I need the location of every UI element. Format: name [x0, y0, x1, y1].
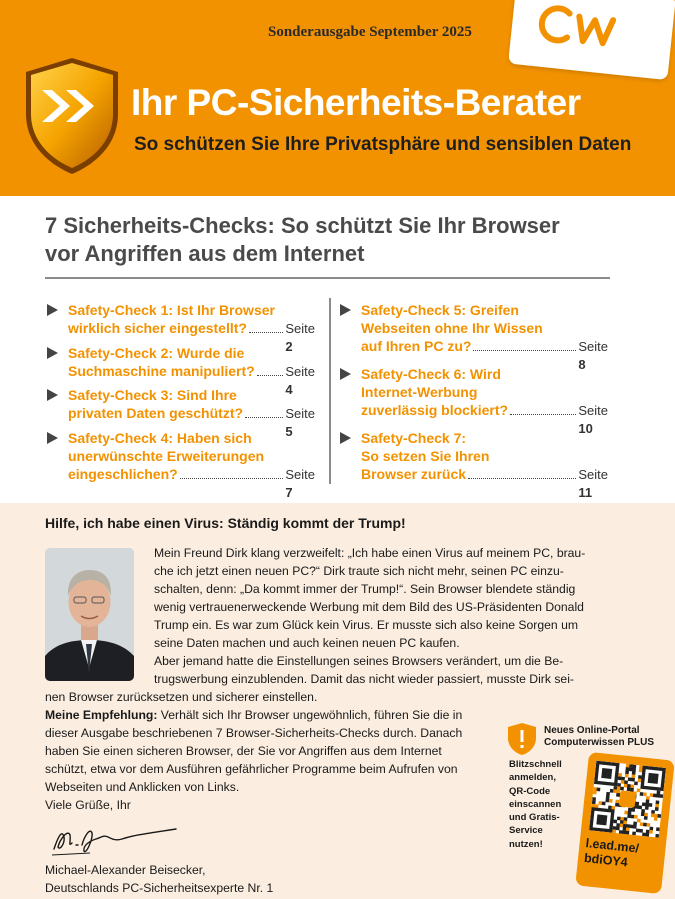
- safety-check-title-line: Browser zurück: [361, 466, 467, 482]
- safety-check-title-line: unerwünschte Erweiterungen: [68, 448, 265, 464]
- letter-title: Hilfe, ich habe einen Virus: Ständig kommt der Trump!: [45, 515, 406, 531]
- page-number: 4: [285, 382, 293, 397]
- leader-dots: [473, 350, 576, 351]
- letter-line: haben Sie einen sicheren Browser, der Sie vor Angriffen aus dem Internet: [45, 744, 442, 758]
- safety-check-title-line: Safety-Check 1: Ist Ihr Browser: [68, 302, 275, 318]
- safety-check-item[interactable]: [340, 365, 608, 436]
- letter-line: schalten, denn: „Da kommt immer der Trump!“. Sein Browser blendete ständig: [154, 582, 576, 596]
- safety-check-title-line: auf Ihren PC zu?: [361, 338, 472, 354]
- page-number: 7: [285, 485, 293, 500]
- article-title-line: vor Angriffen aus dem Internet: [45, 241, 365, 266]
- portal-text-line: und Gratis-: [509, 812, 560, 824]
- page-number: 2: [285, 339, 293, 354]
- letter-line: Webseiten und Anklicken von Links.: [45, 780, 240, 794]
- safety-check-item[interactable]: [340, 429, 608, 500]
- page-label: Seite: [578, 403, 608, 418]
- arrow-right-icon: [47, 389, 58, 401]
- column-divider: [329, 298, 331, 484]
- letter-line: Mein Freund Dirk klang verzweifelt: „Ich habe einen Virus auf meinem PC, brau-: [154, 546, 586, 560]
- safety-check-title-line: Safety-Check 2: Wurde die: [68, 345, 245, 361]
- portal-link-line[interactable]: l.ead.me/: [584, 836, 640, 856]
- page-label: Seite: [285, 467, 315, 482]
- letter-line: wenig vertrauenerweckende Werbung mit dem Bild des US-Präsidenten Donald: [154, 600, 584, 614]
- portal-title-line: Computerwissen PLUS: [544, 737, 655, 748]
- page-reference: [285, 466, 315, 502]
- brand-logo: [508, 0, 675, 80]
- portal-text-line: nutzen!: [509, 838, 543, 850]
- article-title-line: 7 Sicherheits-Checks: So schützt Sie Ihr Browser: [45, 213, 560, 238]
- portal-promo: [507, 722, 673, 892]
- qr-code-icon[interactable]: [589, 761, 666, 838]
- arrow-right-icon: [47, 432, 58, 444]
- safety-check-item[interactable]: [340, 301, 608, 372]
- safety-check-title-line: Safety-Check 7:: [361, 430, 467, 446]
- page-reference: [578, 466, 608, 502]
- arrow-right-icon: [340, 304, 351, 316]
- page-number: 11: [578, 485, 593, 500]
- portal-link-line[interactable]: bdiOY4: [583, 850, 629, 870]
- portal-title: [544, 725, 654, 749]
- safety-check-title-line: zuverlässig blockiert?: [361, 402, 509, 418]
- letter-line: trugswerbung einzublenden. Damit das nicht wieder passiert, musste Dirk sei-: [154, 672, 574, 686]
- signer-block: [45, 861, 273, 897]
- portal-text-line: einscannen: [509, 798, 562, 810]
- letter-line-text: Verhält sich Ihr Browser ungewöhnlich, führen Sie die in: [157, 708, 463, 722]
- letter-line: Aber jemand hatte die Einstellungen seines Browsers verändert, um die Be-: [154, 654, 564, 668]
- leader-dots: [180, 478, 284, 479]
- signature-image: [50, 815, 180, 859]
- safety-check-title-line: Internet-Werbung: [361, 384, 478, 400]
- portal-link[interactable]: [583, 836, 639, 871]
- page-label: Seite: [285, 364, 315, 379]
- safety-check-title-line: Safety-Check 5: Greifen: [361, 302, 519, 318]
- safety-check-title-line: Webseiten ohne Ihr Wissen: [361, 320, 543, 336]
- safety-check-title-line: Safety-Check 3: Sind Ihre: [68, 387, 237, 403]
- page-number: 10: [578, 421, 593, 436]
- safety-check-title-line: Safety-Check 4: Haben sich: [68, 430, 252, 446]
- leader-dots: [257, 375, 284, 376]
- page-label: Seite: [578, 339, 608, 354]
- leader-dots: [245, 417, 283, 418]
- page-label: Seite: [578, 467, 608, 482]
- portal-text: [509, 758, 562, 851]
- letter-line: nen Browser zurücksetzen und sicherer einstellen.: [45, 690, 318, 704]
- cw-logo-icon: [532, 0, 632, 56]
- leader-dots: [468, 478, 576, 479]
- page-number: 8: [578, 357, 586, 372]
- portal-text-line: Blitzschnell: [509, 759, 562, 770]
- letter-line: [45, 706, 462, 724]
- letter-line: dieser Ausgabe beschriebenen 7 Browser-Sicherheits-Checks durch. Danach: [45, 726, 463, 740]
- arrow-right-icon: [47, 304, 58, 316]
- signer-name: Michael-Alexander Beisecker,: [45, 863, 206, 877]
- signer-title: Deutschlands PC-Sicherheitsexperte Nr. 1: [45, 881, 274, 895]
- page-label: Seite: [285, 321, 315, 336]
- leader-dots: [510, 414, 576, 415]
- edition-label: Sonderausgabe September 2025: [268, 24, 472, 40]
- shield-icon: [507, 722, 537, 756]
- letter-paragraph: [154, 544, 585, 688]
- portal-text-line: anmelden,: [509, 772, 556, 784]
- author-photo: [45, 548, 134, 681]
- arrow-right-icon: [47, 347, 58, 359]
- recommendation-label: Meine Empfehlung:: [45, 708, 158, 722]
- letter-line: seine Daten machen und auch keinen neuen PC kaufen.: [154, 636, 460, 650]
- title-divider: [45, 277, 610, 279]
- qr-card[interactable]: [575, 752, 675, 894]
- letter-line: Trump ein. Es war zum Glück kein Virus. Er musste sich also keine Sorgen um: [154, 618, 579, 632]
- safety-check-title-line: eingeschlichen?: [68, 466, 178, 482]
- shield-arrows-icon: [22, 56, 122, 176]
- leader-dots: [249, 332, 283, 333]
- letter-line: schützt, etwa vor dem Ausführen gefährlicher Programme beim Aufrufen von: [45, 762, 458, 776]
- portal-title-line: Neues Online-Portal: [544, 725, 640, 736]
- portal-text-line: QR-Code: [509, 785, 551, 797]
- letter-paragraph: [45, 688, 462, 814]
- page-number: 5: [285, 424, 293, 439]
- safety-check-title-line: So setzen Sie Ihren: [361, 448, 490, 464]
- page-label: Seite: [285, 406, 315, 421]
- safety-check-title-line: Safety-Check 6: Wird: [361, 366, 501, 382]
- newsletter-title: Ihr PC-Sicherheits-Berater: [131, 82, 581, 123]
- header-banner: [0, 0, 675, 196]
- letter-closing: Viele Grüße, Ihr: [45, 798, 131, 812]
- safety-check-title-line: wirklich sicher eingestellt?: [68, 320, 247, 336]
- newsletter-subtitle: So schützen Sie Ihre Privatsphäre und sensiblen Daten: [134, 134, 632, 155]
- arrow-right-icon: [340, 368, 351, 380]
- portal-text-line: Service: [509, 825, 543, 837]
- article-title: [45, 212, 625, 268]
- arrow-right-icon: [340, 432, 351, 444]
- safety-check-item[interactable]: [47, 429, 315, 500]
- letter-line: che ich jetzt einen neuen PC?“ Dirk traute sich nicht mehr, seinen PC einzu-: [154, 564, 564, 578]
- safety-check-title-line: privaten Daten geschützt?: [68, 405, 244, 421]
- safety-check-title-line: Suchmaschine manipuliert?: [68, 363, 255, 379]
